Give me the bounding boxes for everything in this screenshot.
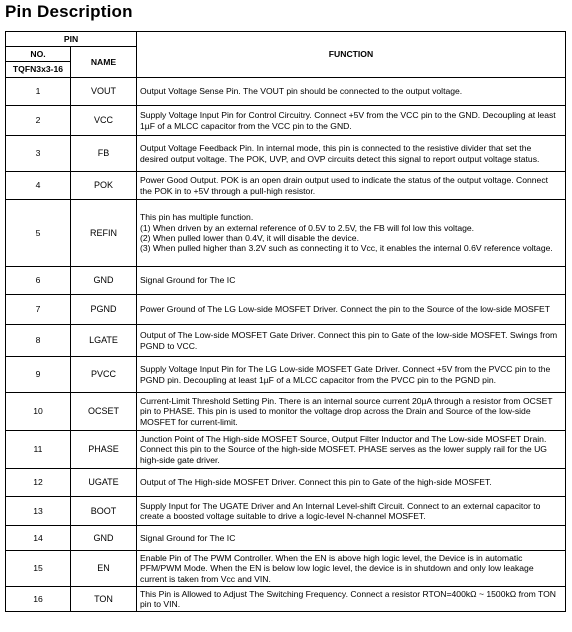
- pin-function: [137, 431, 566, 469]
- function-text: Power Ground of The LG Low-side MOSFET Driver. Connect the pin to the Source of the low-side MOSFET: [140, 304, 550, 315]
- pin-number: 13: [6, 497, 71, 526]
- pin-name: OCSET: [71, 393, 137, 431]
- pin-name: FB: [71, 136, 137, 172]
- function-text: This Pin is Allowed to Adjust The Switching Frequency. Connect a resistor RTON=400kΩ ~ 1500kΩ from TON pin to VIN.: [140, 588, 557, 609]
- table-row: [6, 172, 566, 200]
- function-text: Output of The High-side MOSFET Driver. Connect this pin to Gate of the high-side MOSFET.: [140, 477, 492, 488]
- header-no: NO.: [6, 47, 71, 62]
- pin-name: VOUT: [71, 78, 137, 106]
- function-text: Supply Voltage Input Pin for The LG Low-side MOSFET Gate Driver. Connect +5V from the PVCC pin to the PGND pin. Decoupling at least 1µF of a MLCC capacitor from the PVCC pin to the PGND pin.: [140, 364, 551, 385]
- table-row: [6, 78, 566, 106]
- header-package: TQFN3x3-16: [6, 62, 71, 78]
- function-text: Power Good Output. POK is an open drain output used to indicate the status of the output voltage. Connect the POK in to +5V through a pull-high resistor.: [140, 175, 549, 196]
- pin-name: POK: [71, 172, 137, 200]
- function-text: Signal Ground for The IC: [140, 532, 236, 543]
- function-text: (1) When driven by an external reference of 0.5V to 2.5V, the FB will fol low this voltage.: [140, 222, 475, 233]
- header-name: NAME: [71, 47, 137, 78]
- function-text: Junction Point of The High-side MOSFET Source, Output Filter Inductor and The Low-side MOSFET Drain. Connect this pin to the Source of the high-side MOSFET. PHASE serves as the lower supply rail for the UG high-side gate driver.: [140, 433, 547, 465]
- table-row: [6, 469, 566, 497]
- pin-function: [137, 172, 566, 200]
- pin-function: [137, 295, 566, 325]
- pin-number: 1: [6, 78, 71, 106]
- pin-function: [137, 551, 566, 587]
- pin-function: [137, 469, 566, 497]
- pin-name: PVCC: [71, 357, 137, 393]
- pin-function: [137, 200, 566, 267]
- table-row: [6, 295, 566, 325]
- pin-rows: [6, 78, 566, 612]
- table-row: [6, 587, 566, 612]
- table-row: [6, 357, 566, 393]
- pin-name: LGATE: [71, 325, 137, 357]
- pin-name: BOOT: [71, 497, 137, 526]
- pin-name: VCC: [71, 106, 137, 136]
- pin-function: [137, 267, 566, 295]
- function-text: Supply Voltage Input Pin for Control Circuitry. Connect +5V from the VCC pin to the GND. Decoupling at least 1µF of a MLCC capacitor from the VCC pin to the GND.: [140, 110, 556, 131]
- function-text: (2) When pulled lower than 0.4V, it will disable the device.: [140, 233, 359, 243]
- table-row: [6, 267, 566, 295]
- pin-name: EN: [71, 551, 137, 587]
- pin-name: PGND: [71, 295, 137, 325]
- pin-number: 6: [6, 267, 71, 295]
- pin-function: [137, 497, 566, 526]
- header-pin: PIN: [6, 32, 137, 47]
- table-row: [6, 136, 566, 172]
- function-text: Output of The Low-side MOSFET Gate Driver. Connect this pin to Gate of the low-side MOSFET. Swings from PGND to VCC.: [140, 330, 558, 351]
- function-text: This pin has multiple function.: [140, 212, 254, 223]
- pin-name: TON: [71, 587, 137, 612]
- function-text: Supply Input for The UGATE Driver and An Internal Level-shift Circuit. Connect to an external capacitor to create a boosted voltage suitable to drive a logic-level N-channel MOSFET.: [140, 500, 541, 521]
- table-row: [6, 431, 566, 469]
- pin-name: REFIN: [71, 200, 137, 267]
- function-text: Output Voltage Feedback Pin. In internal mode, this pin is connected to the resistive divider that set the desired output voltage. The POK, UVP, and OVP circuits detect this signal to report output voltage status.: [140, 143, 540, 164]
- function-text: (3) When pulled higher than 3.2V such as connecting it to Vcc, it enables the internal 0.6V reference voltage.: [140, 243, 553, 254]
- table-row: [6, 497, 566, 526]
- pin-number: 15: [6, 551, 71, 587]
- pin-number: 9: [6, 357, 71, 393]
- pin-number: 5: [6, 200, 71, 267]
- pin-function: [137, 526, 566, 551]
- pin-number: 8: [6, 325, 71, 357]
- pin-number: 3: [6, 136, 71, 172]
- pin-number: 4: [6, 172, 71, 200]
- pin-number: 10: [6, 393, 71, 431]
- function-text: Enable Pin of The PWM Controller. When the EN is above high logic level, the Device is in automatic PFM/PWM Mode. When the EN is below low logic level, the device is in shutdown and only low leakage current is taken from Vcc and VIN.: [140, 552, 534, 584]
- pin-number: 16: [6, 587, 71, 612]
- pin-name: UGATE: [71, 469, 137, 497]
- pin-function: [137, 393, 566, 431]
- table-row: [6, 325, 566, 357]
- pin-function: [137, 136, 566, 172]
- table-row: [6, 393, 566, 431]
- pin-name: GND: [71, 267, 137, 295]
- pin-number: 11: [6, 431, 71, 469]
- table-row: [6, 200, 566, 267]
- header-function: FUNCTION: [137, 32, 566, 78]
- page-title: Pin Description: [5, 2, 133, 21]
- table-row: [6, 526, 566, 551]
- function-text: Signal Ground for The IC: [140, 275, 236, 286]
- function-text: Output Voltage Sense Pin. The VOUT pin should be connected to the output voltage.: [140, 86, 463, 97]
- pin-function: [137, 106, 566, 136]
- pin-number: 14: [6, 526, 71, 551]
- pin-number: 7: [6, 295, 71, 325]
- pin-function: [137, 587, 566, 612]
- pin-name: GND: [71, 526, 137, 551]
- pin-function: [137, 357, 566, 393]
- pin-number: 12: [6, 469, 71, 497]
- table-row: [6, 551, 566, 587]
- pin-name: PHASE: [71, 431, 137, 469]
- table-row: [6, 106, 566, 136]
- pin-function: [137, 78, 566, 106]
- function-text: Current-Limit Threshold Setting Pin. There is an internal source current 20µA through a resistor from OCSET pin to PHASE. This pin is used to monitor the voltage drop across the Drain and Source of the low-side MOSFET for current-limit.: [140, 395, 553, 427]
- pin-description-table: [5, 31, 566, 612]
- pin-function: [137, 325, 566, 357]
- pin-number: 2: [6, 106, 71, 136]
